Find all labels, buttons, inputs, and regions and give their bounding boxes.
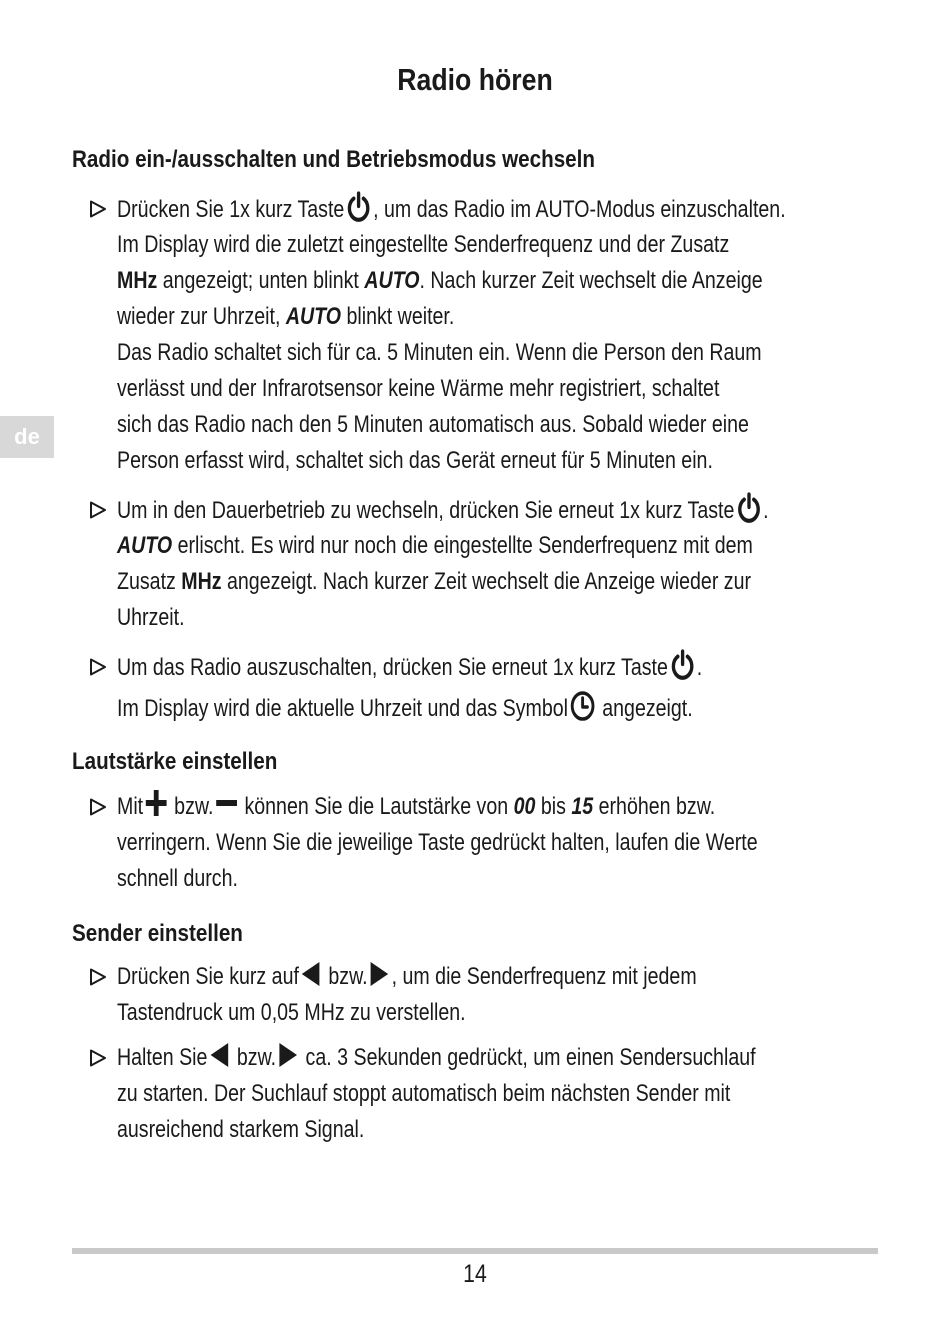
power-icon: [736, 492, 762, 524]
triangle-right-icon: [278, 1042, 299, 1068]
text-line: Drücken Sie kurz auf bzw. , um die Senderfrequenz mit jedem: [117, 963, 697, 990]
text-line: Das Radio schaltet sich für ca. 5 Minuten ein. Wenn die Person den Raum: [117, 339, 762, 366]
text-line: AUTO erlischt. Es wird nur noch die eingestellte Senderfrequenz mit dem: [117, 532, 753, 559]
page-number: 14: [463, 1260, 487, 1288]
text-line: ausreichend starkem Signal.: [117, 1116, 365, 1143]
footer-divider: [72, 1248, 878, 1254]
text-line: verlässt und der Infrarotsensor keine Wärme mehr registriert, schaltet: [117, 375, 720, 402]
outline-triangle-bullet-icon: [89, 1049, 107, 1067]
text-line: Tastendruck um 0,05 MHz zu verstellen.: [117, 999, 466, 1026]
power-icon: [346, 191, 372, 223]
section-heading-station: Sender einstellen: [72, 920, 243, 947]
clock-icon: [570, 690, 596, 722]
triangle-left-icon: [301, 961, 322, 987]
text-line: Um das Radio auszuschalten, drücken Sie erneut 1x kurz Taste .: [117, 649, 702, 685]
outline-triangle-bullet-icon: [89, 798, 107, 816]
text-line: MHz angezeigt; unten blinkt AUTO. Nach kurzer Zeit wechselt die Anzeige: [117, 267, 763, 294]
outline-triangle-bullet-icon: [89, 968, 107, 986]
text-line: Halten Sie bzw. ca. 3 Sekunden gedrückt, um einen Sendersuchlauf: [117, 1044, 756, 1071]
outline-triangle-bullet-icon: [89, 658, 107, 676]
minus-icon: [215, 789, 237, 817]
text-line: zu starten. Der Suchlauf stoppt automatisch beim nächsten Sender mit: [117, 1080, 731, 1107]
text-line: Um in den Dauerbetrieb zu wechseln, drücken Sie erneut 1x kurz Taste .: [117, 492, 769, 528]
text-line: wieder zur Uhrzeit, AUTO blinkt weiter.: [117, 303, 455, 330]
text-line: Uhrzeit.: [117, 604, 185, 631]
text-line: Person erfasst wird, schaltet sich das Gerät erneut für 5 Minuten ein.: [117, 447, 713, 474]
page-title: Radio hören: [397, 62, 553, 97]
outline-triangle-bullet-icon: [89, 200, 107, 218]
language-tab: de: [0, 416, 54, 458]
text-line: verringern. Wenn Sie die jeweilige Taste gedrückt halten, laufen die Werte: [117, 829, 758, 856]
text-line: Im Display wird die aktuelle Uhrzeit und das Symbol angezeigt.: [117, 690, 702, 726]
text-line: Mit bzw. können Sie die Lautstärke von 00 bis 15 erhöhen bzw.: [117, 789, 758, 825]
text-line: Im Display wird die zuletzt eingestellte Senderfrequenz und der Zusatz: [117, 231, 730, 258]
plus-icon: [145, 789, 167, 817]
text-line: Drücken Sie 1x kurz Taste , um das Radio im AUTO-Modus einzuschalten.: [117, 191, 786, 227]
section-heading-radio-power: Radio ein-/ausschalten und Betriebsmodus wechseln: [72, 146, 596, 173]
text-line: sich das Radio nach den 5 Minuten automatisch aus. Sobald wieder eine: [117, 411, 749, 438]
triangle-right-icon: [369, 961, 390, 987]
text-line: schnell durch.: [117, 865, 238, 892]
text-line: Zusatz MHz angezeigt. Nach kurzer Zeit wechselt die Anzeige wieder zur: [117, 568, 752, 595]
triangle-left-icon: [209, 1042, 230, 1068]
section-heading-volume: Lautstärke einstellen: [72, 748, 278, 775]
power-icon: [670, 649, 696, 681]
outline-triangle-bullet-icon: [89, 501, 107, 519]
